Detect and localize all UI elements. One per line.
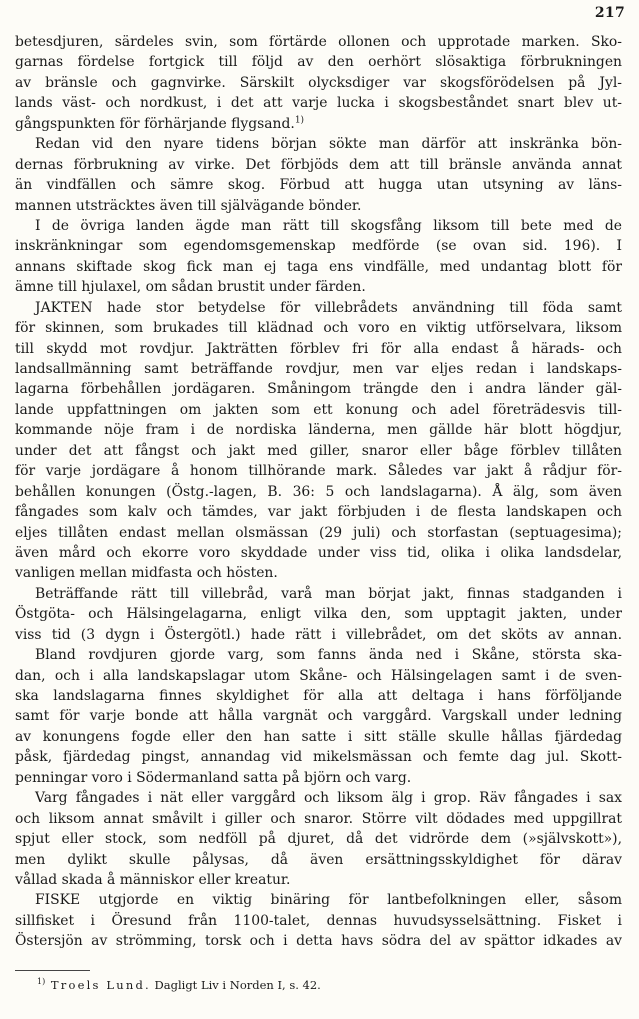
text-line <box>15 931 622 951</box>
text-line-content: kommande nöje fram i de nordiska länderna, men gällde här blott högdjur, <box>15 422 622 439</box>
text-line <box>15 809 622 829</box>
text-line-content: sillfisket i Öresund från 1100-talet, dennas huvudsysselsättning. Fisket i <box>15 912 622 929</box>
text-line <box>15 706 622 726</box>
text-line <box>15 257 622 277</box>
text-line-content: lagarna förbehållen jordägaren. Småningom trängde den i andra länder gäl- <box>15 381 622 398</box>
footnote-author: Troels Lund. <box>50 977 151 992</box>
text-line-content: ämne till hjulaxel, om sådan brustit under färden. <box>15 279 366 296</box>
text-line <box>15 686 622 706</box>
body-text <box>15 32 622 952</box>
text-line <box>15 73 622 93</box>
text-line-content: Redan vid den nyare tidens början sökte man därför att inskränka bön- <box>35 136 622 153</box>
text-line <box>15 727 622 747</box>
text-line <box>15 155 622 175</box>
text-line <box>15 788 622 808</box>
text-line-content: dan, och i alla landskapslagar utom Skåne- och Hälsingelagen samt i de sven- <box>15 667 622 684</box>
text-line <box>15 768 622 788</box>
text-line <box>15 482 622 502</box>
text-line-content: ska landslagarna finnes skyldighet för alla att deltaga i hans förföljande <box>15 688 622 704</box>
text-line <box>15 32 622 52</box>
text-line-content: under det att fångst och jakt med giller, snaror eller båge förblev tillåten <box>15 442 622 459</box>
text-line-content: för varje jordägare å honom tillhörande mark. Således var jakt å rådjur för- <box>15 463 622 480</box>
text-line-content: inskränkningar som egendomsgemenskap medförde (se ovan sid. 196). I <box>15 238 622 255</box>
text-line-content: för skinnen, som brukades till klädnad och voro en viktig utförselvara, liksom <box>15 320 622 337</box>
text-line <box>15 563 622 583</box>
text-line-content: lande uppfattningen om jakten som ett konung och adel företrädesvis till- <box>15 401 622 418</box>
text-line <box>15 400 622 420</box>
text-line-content: av konungens fogde eller den han satte i sitt ställe skulle hållas fjärdedag <box>15 728 622 745</box>
text-line-content: Varg fångades i nät eller varggård och liksom älg i grop. Räv fångades i sax <box>35 790 622 807</box>
text-line <box>15 543 622 563</box>
text-line-content: dernas förbrukning av virke. Det förbjöds dem att till bränsle använda annat <box>15 156 622 173</box>
text-line <box>15 911 622 931</box>
text-line <box>15 216 622 236</box>
text-line-content: garnas fördelse fortgick till följd av den oerhört slösaktiga förbrukningen <box>15 54 622 71</box>
text-line-content: även mård och ekorre voro skyddade under viss tid, olika i olika landsdelar, <box>15 544 622 561</box>
text-line <box>15 236 622 256</box>
text-line-content: spjut eller stock, som nedföll på djuret, då det vidrörde dem (»självskott»), <box>15 831 622 848</box>
text-line-content: betesdjuren, särdeles svin, som förtärde ollonen och upprotade marken. Sko- <box>15 34 622 50</box>
text-line-content: fångades som kalv och tämdes, var jakt förbjuden i de flesta landskapen och <box>15 504 622 521</box>
text-line-content: till skydd mot rovdjur. Jakträtten förblev fri för alla endast å härads- och <box>15 340 622 357</box>
text-line <box>15 420 622 440</box>
text-line <box>15 175 622 195</box>
text-line <box>15 890 622 910</box>
text-line-content: vanligen mellan midfasta och hösten. <box>15 565 278 582</box>
text-line <box>15 277 622 297</box>
text-line-content: och liksom annat småvilt i giller och snaror. Större vilt dödades med uppgillrat <box>15 810 622 827</box>
text-line-content: viss tid (3 dygn i Östergötl.) hade rätt i villebrådet, om det sköts av annan. <box>15 626 622 643</box>
text-line-content: av bränsle och gagnvirke. Särskilt olycksdiger var skogsförödelsen på Jyl- <box>15 74 622 91</box>
text-line-content: penningar voro i Södermanland satta på björn och varg. <box>15 769 412 786</box>
text-line-content: Östersjön av strömming, torsk och i detta havs södra del av spättor idkades av <box>15 933 622 950</box>
text-line-content: Beträffande rätt till villebråd, varå man börjat jakt, finnas stadganden i <box>35 585 622 602</box>
page-number: 217 <box>594 5 625 21</box>
text-line-content: I de övriga landen ägde man rätt till skogsfång liksom till bete med de <box>35 217 622 234</box>
text-line <box>15 523 622 543</box>
text-line <box>15 196 622 216</box>
text-line <box>15 339 622 359</box>
text-line <box>15 298 622 318</box>
text-line-content: mannen utsträcktes även till självägande bönder. <box>15 197 362 214</box>
text-line <box>15 584 622 604</box>
text-line <box>15 52 622 72</box>
text-line <box>15 850 622 870</box>
text-line-content: samt för varje bonde att hålla vargnät och varggård. Vargskall under ledning <box>15 708 622 725</box>
text-line <box>15 747 622 767</box>
text-line-content: eljes tillåten endast mellan olsmässan (29 juli) och storfastan (septuagesima); <box>15 524 622 541</box>
text-line-content: än vindfällen och sämre skog. Förbud att hugga utan utsyning av läns- <box>15 177 622 194</box>
text-line-content: men dylikt skulle pålysas, då även ersättningsskyldighet för därav <box>15 851 622 868</box>
text-line <box>15 441 622 461</box>
footnote-citation: Dagligt Liv i Norden I, s. 42. <box>154 977 321 992</box>
text-line <box>15 461 622 481</box>
text-line <box>15 502 622 522</box>
text-line-content: vållad skada å människor eller kreatur. <box>15 871 291 888</box>
text-line-content: gångspunkten för förhärjande flygsand. <box>15 115 295 132</box>
text-line <box>15 318 622 338</box>
text-line <box>15 379 622 399</box>
text-line-content: landsallmänning samt beträffande rovdjur, men var eljes redan i landskaps- <box>15 361 622 377</box>
text-line-content: Bland rovdjuren gjorde varg, som fanns ända ned i Skåne, största ska- <box>35 647 622 664</box>
text-line <box>15 625 622 645</box>
text-line-content: Östgöta- och Hälsingelagarna, enligt vilka den, som upptagit jakten, under <box>15 606 622 623</box>
footnote-marker: 1) <box>37 977 46 986</box>
text-line <box>15 645 622 665</box>
text-line-content: behållen konungen (Östg.-lagen, B. 36: 5 och landslagarna). Å älg, som även <box>15 483 622 500</box>
footnote-reference: 1) <box>294 115 305 126</box>
text-line <box>15 666 622 686</box>
text-line <box>15 114 622 134</box>
footnote-divider <box>15 970 90 971</box>
footnote <box>37 977 321 992</box>
text-line <box>15 93 622 113</box>
text-line <box>15 604 622 624</box>
text-line-content: lands väst- och nordkust, i det att varje lucka i skogsbeståndet snart blev ut- <box>15 95 622 112</box>
text-line <box>15 870 622 890</box>
text-line <box>15 829 622 849</box>
text-line-content: JAKTEN hade stor betydelse för villebrådets användning till föda samt <box>35 299 622 316</box>
text-line-content: annans skiftade skog fick man ej taga ens vindfälle, med undantag blott för <box>15 258 622 275</box>
text-line-content: FISKE utgjorde en viktig binäring för lantbefolkningen eller, såsom <box>35 892 622 909</box>
text-line-content: påsk, fjärdedag pingst, annandag vid mikelsmässan och femte dag jul. Skott- <box>15 749 622 766</box>
text-line <box>15 134 622 154</box>
text-line <box>15 359 622 379</box>
